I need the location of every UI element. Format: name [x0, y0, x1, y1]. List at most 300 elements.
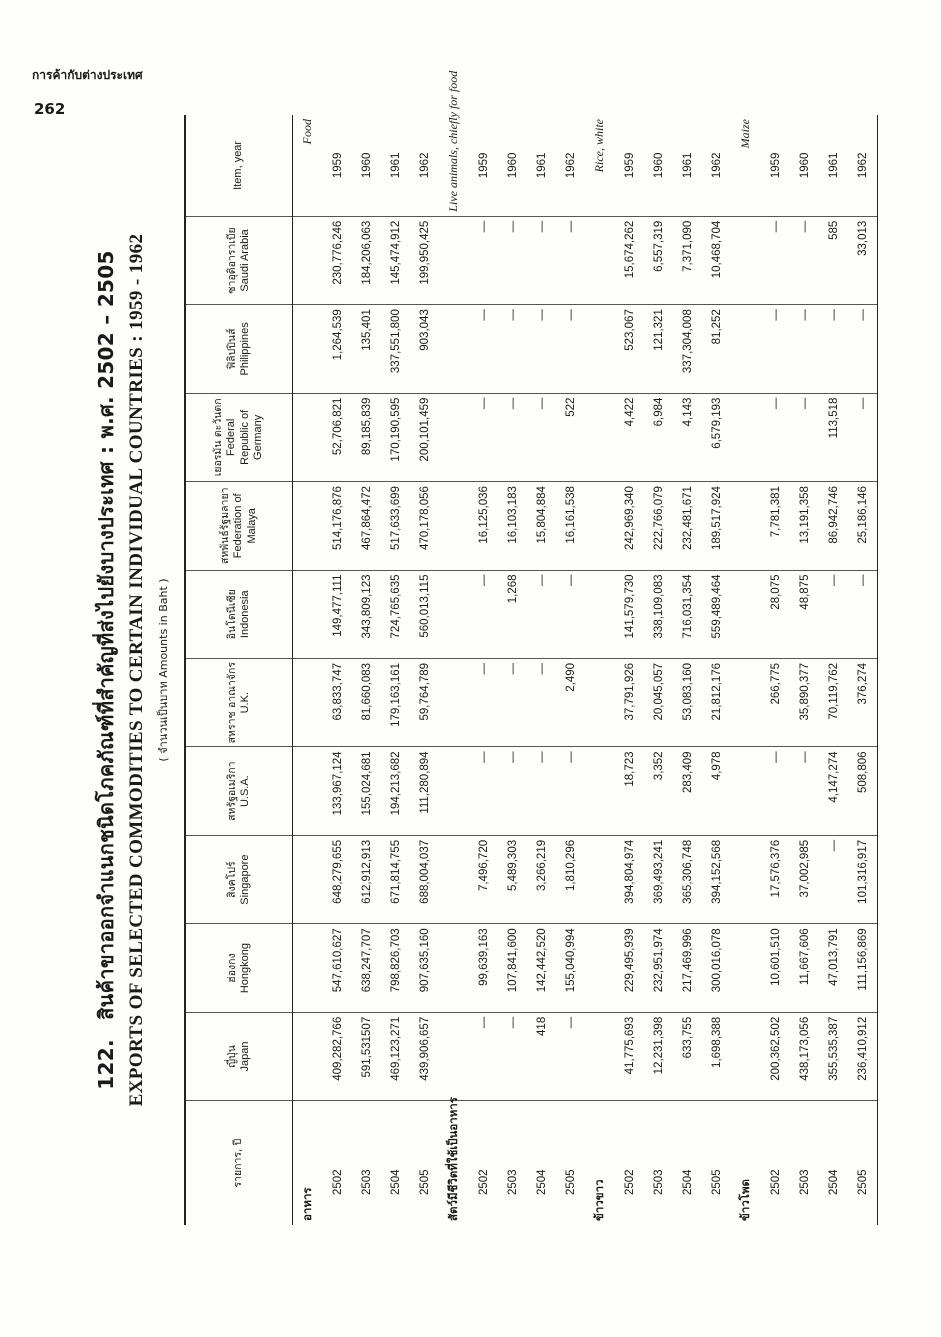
value-cell: — [556, 747, 585, 835]
year-thai-text: 2503 [798, 1169, 811, 1195]
value-cell: 194,213,682 [381, 747, 410, 835]
header-country-english: U.S.A. [238, 775, 251, 808]
value-cell: 81,660,083 [352, 658, 381, 746]
header-country-thai: สิงคโปร์ [225, 861, 238, 898]
value-cell: 5,489,303 [498, 835, 527, 923]
value-cell: 300,016,078 [702, 924, 731, 1012]
value-cell: — [469, 216, 498, 304]
empty-cell [731, 747, 761, 835]
header-country [185, 1012, 293, 1100]
value-cell: 355,535,387 [819, 1012, 848, 1100]
value-cell: — [527, 658, 556, 746]
value-cell: 338,109,083 [644, 570, 673, 658]
value-cell: 242,969,340 [615, 482, 644, 570]
value-cell: 16,103,183 [498, 482, 527, 570]
value-cell: 903,043 [410, 305, 439, 393]
value-cell: — [527, 216, 556, 304]
header-country [185, 305, 293, 393]
value-cell: 184,206,063 [352, 216, 381, 304]
year-english: 1960 [790, 115, 819, 216]
empty-cell [293, 216, 324, 304]
header-country [185, 216, 293, 304]
header-country-english: U.K. [238, 692, 251, 714]
table-row [352, 115, 381, 1225]
year-thai-text: 2505 [418, 1169, 431, 1195]
group-label-english [293, 115, 324, 216]
header-country-english: Philippines [238, 322, 251, 376]
value-cell: 236,410,912 [848, 1012, 878, 1100]
value-cell: — [556, 570, 585, 658]
header-country-thai: ญี่ปุ่น [225, 1045, 238, 1068]
empty-cell [293, 747, 324, 835]
empty-cell [585, 570, 615, 658]
value-cell: 4,978 [702, 747, 731, 835]
value-cell: 199,950,425 [410, 216, 439, 304]
header-country [185, 482, 293, 570]
header-country [185, 658, 293, 746]
table-row [469, 115, 498, 1225]
value-cell: 394,804,974 [615, 835, 644, 923]
header-country [185, 924, 293, 1012]
year-thai [410, 1101, 439, 1225]
value-cell: 4,147,274 [819, 747, 848, 835]
value-cell: 89,185,839 [352, 393, 381, 481]
value-cell: — [498, 658, 527, 746]
header-country-english: Saudi Arabia [238, 229, 251, 292]
value-cell: 517,633,699 [381, 482, 410, 570]
value-cell: 10,601,510 [761, 924, 790, 1012]
value-cell: 229,495,939 [615, 924, 644, 1012]
year-english: 1959 [323, 115, 352, 216]
value-cell: 1,698,388 [702, 1012, 731, 1100]
value-cell: — [848, 305, 878, 393]
value-cell: 99,639,163 [469, 924, 498, 1012]
value-cell: — [469, 305, 498, 393]
empty-cell [731, 658, 761, 746]
value-cell: — [819, 305, 848, 393]
value-cell: 438,173,056 [790, 1012, 819, 1100]
value-cell: 547,610,627 [323, 924, 352, 1012]
page-number: 262 [34, 100, 66, 118]
value-cell: 33,013 [848, 216, 878, 304]
empty-cell [585, 216, 615, 304]
value-cell: 470,178,056 [410, 482, 439, 570]
value-cell: 111,156,869 [848, 924, 878, 1012]
value-cell: 16,125,036 [469, 482, 498, 570]
table-row [644, 115, 673, 1225]
value-cell: 35,890,377 [790, 658, 819, 746]
value-cell: 559,489,464 [702, 570, 731, 658]
empty-cell [731, 482, 761, 570]
group-label-thai-text: สัตว์มีชีวิตที่ใช้เป็นอาหาร [446, 1097, 461, 1221]
empty-cell [585, 482, 615, 570]
value-cell: 232,481,671 [673, 482, 702, 570]
value-cell: 1,264,539 [323, 305, 352, 393]
group-row [439, 115, 469, 1225]
year-english: 1961 [673, 115, 702, 216]
value-cell: 111,280,894 [410, 747, 439, 835]
header-item-thai: รายการ, ปี [185, 1101, 293, 1225]
value-cell: — [790, 393, 819, 481]
group-row [731, 115, 761, 1225]
value-cell: 170,190,595 [381, 393, 410, 481]
header-country-thai: สหพันธ์รัฐมลายา [218, 487, 231, 565]
value-cell: 469,123,271 [381, 1012, 410, 1100]
header-country-thai: ฮ่องกง [225, 953, 238, 983]
group-label-english-text: Food [300, 119, 315, 145]
value-cell: — [469, 1012, 498, 1100]
year-english: 1962 [848, 115, 878, 216]
value-cell: 86,942,746 [819, 482, 848, 570]
year-thai-text: 2503 [506, 1169, 519, 1195]
value-cell: 6,579,193 [702, 393, 731, 481]
empty-cell [293, 835, 324, 923]
year-thai-text: 2504 [681, 1169, 694, 1195]
table-row [498, 115, 527, 1225]
value-cell: 18,723 [615, 747, 644, 835]
value-cell: — [761, 305, 790, 393]
year-thai-text: 2502 [769, 1169, 782, 1195]
empty-cell [585, 835, 615, 923]
empty-cell [585, 1012, 615, 1100]
year-thai-text: 2502 [331, 1169, 344, 1195]
year-thai [352, 1101, 381, 1225]
value-cell: — [556, 1012, 585, 1100]
value-cell: — [790, 216, 819, 304]
group-label-english-text: Rice, white [592, 119, 607, 173]
value-cell: — [790, 305, 819, 393]
exports-table [184, 70, 878, 1225]
header-country-english: Japan [238, 1041, 251, 1072]
empty-cell [293, 1012, 324, 1100]
value-cell: — [556, 305, 585, 393]
group-label-english-text: Live animals, chiefly for food [446, 70, 461, 212]
value-cell: 59,764,789 [410, 658, 439, 746]
table-row [848, 115, 878, 1225]
header-country-thai: เยอรมัน ตะวันตก [211, 398, 224, 477]
year-english: 1962 [702, 115, 731, 216]
year-thai [469, 1101, 498, 1225]
year-thai [498, 1101, 527, 1225]
value-cell: 217,469,996 [673, 924, 702, 1012]
value-cell: — [790, 747, 819, 835]
value-cell: 514,176,876 [323, 482, 352, 570]
value-cell: 52,706,821 [323, 393, 352, 481]
year-english: 1959 [469, 115, 498, 216]
year-thai [644, 1101, 673, 1225]
year-english: 1961 [381, 115, 410, 216]
group-label-thai-text: อาหาร [300, 1187, 315, 1221]
value-cell: 113,518 [819, 393, 848, 481]
empty-cell [585, 393, 615, 481]
year-thai-text: 2504 [827, 1169, 840, 1195]
value-cell: 376,274 [848, 658, 878, 746]
value-cell: 4,143 [673, 393, 702, 481]
value-cell: 230,776,246 [323, 216, 352, 304]
value-cell: 53,083,160 [673, 658, 702, 746]
header-country-thai: สหราช อาณาจักร [225, 662, 238, 744]
empty-cell [439, 570, 469, 658]
table-row [615, 115, 644, 1225]
value-cell: 7,781,381 [761, 482, 790, 570]
value-cell: 155,024,681 [352, 747, 381, 835]
value-cell: 1,268 [498, 570, 527, 658]
table-row [790, 115, 819, 1225]
empty-cell [439, 393, 469, 481]
empty-cell [439, 835, 469, 923]
value-cell: 591,531507 [352, 1012, 381, 1100]
value-cell: 7,371,090 [673, 216, 702, 304]
table-row [761, 115, 790, 1225]
value-cell: — [527, 305, 556, 393]
header-country-thai: สหรัฐอเมริกา [225, 761, 238, 821]
empty-cell [731, 305, 761, 393]
value-cell: 6,557,319 [644, 216, 673, 304]
value-cell: 121,321 [644, 305, 673, 393]
value-cell: — [498, 305, 527, 393]
year-thai-text: 2504 [389, 1169, 402, 1195]
year-thai-text: 2505 [564, 1169, 577, 1195]
value-cell: 1,810,296 [556, 835, 585, 923]
value-cell: 337,551,800 [381, 305, 410, 393]
value-cell: 232,951,974 [644, 924, 673, 1012]
empty-cell [439, 482, 469, 570]
value-cell: 337,304,008 [673, 305, 702, 393]
year-thai [848, 1101, 878, 1225]
year-thai [761, 1101, 790, 1225]
value-cell: 6,984 [644, 393, 673, 481]
group-row [293, 115, 324, 1225]
empty-cell [439, 1012, 469, 1100]
table-row [323, 115, 352, 1225]
value-cell: — [556, 216, 585, 304]
value-cell: 63,833,747 [323, 658, 352, 746]
value-cell: 141,579,730 [615, 570, 644, 658]
empty-cell [439, 305, 469, 393]
value-cell: 70,119,762 [819, 658, 848, 746]
empty-cell [731, 835, 761, 923]
empty-cell [439, 747, 469, 835]
empty-cell [293, 924, 324, 1012]
value-cell: 523,067 [615, 305, 644, 393]
value-cell: 133,967,124 [323, 747, 352, 835]
value-cell: 7,496,720 [469, 835, 498, 923]
value-cell: 21,812,176 [702, 658, 731, 746]
table-body [293, 70, 878, 1225]
value-cell: — [469, 393, 498, 481]
value-cell: 48,875 [790, 570, 819, 658]
empty-cell [731, 1012, 761, 1100]
group-label-english [439, 70, 469, 216]
title-thai [88, 115, 122, 1225]
value-cell: 142,442,520 [527, 924, 556, 1012]
value-cell: 4,422 [615, 393, 644, 481]
value-cell: — [761, 216, 790, 304]
header-country [185, 835, 293, 923]
table-subtitle: ( จำนวนเป็นบาท Amounts in Baht ) [157, 578, 170, 762]
value-cell: 145,474,912 [381, 216, 410, 304]
value-cell: 3,352 [644, 747, 673, 835]
value-cell: 266,775 [761, 658, 790, 746]
value-cell: 189,517,924 [702, 482, 731, 570]
header-country-thai: ฟิลิปปินส์ [225, 328, 238, 370]
value-cell: 394,152,568 [702, 835, 731, 923]
year-thai [790, 1101, 819, 1225]
year-english: 1961 [819, 115, 848, 216]
year-english: 1960 [352, 115, 381, 216]
year-english: 1962 [410, 115, 439, 216]
year-thai-text: 2505 [856, 1169, 869, 1195]
empty-cell [293, 658, 324, 746]
value-cell: 585 [819, 216, 848, 304]
value-cell: 522 [556, 393, 585, 481]
value-cell: 688,004,037 [410, 835, 439, 923]
year-english: 1962 [556, 115, 585, 216]
header-country-english: Singapore [238, 854, 251, 905]
value-cell: 409,282,766 [323, 1012, 352, 1100]
year-english: 1961 [527, 115, 556, 216]
value-cell: 418 [527, 1012, 556, 1100]
header-row [185, 115, 293, 1225]
value-cell: 20,045,057 [644, 658, 673, 746]
year-thai-text: 2505 [710, 1169, 723, 1195]
value-cell: — [469, 658, 498, 746]
value-cell: 47,013,791 [819, 924, 848, 1012]
value-cell: 15,674,262 [615, 216, 644, 304]
year-english: 1959 [615, 115, 644, 216]
year-english: 1960 [498, 115, 527, 216]
empty-cell [731, 570, 761, 658]
value-cell: 155,040,994 [556, 924, 585, 1012]
value-cell: 101,316,917 [848, 835, 878, 923]
value-cell: — [469, 570, 498, 658]
header-country [185, 570, 293, 658]
value-cell: — [498, 216, 527, 304]
header-country [185, 393, 293, 481]
value-cell: — [498, 747, 527, 835]
value-cell: 365,306,748 [673, 835, 702, 923]
empty-cell [439, 658, 469, 746]
value-cell: — [527, 747, 556, 835]
header-country-english: Federal Republic of Germany [224, 409, 265, 465]
group-label-thai [731, 1101, 761, 1225]
value-cell: — [527, 570, 556, 658]
group-label-thai-text: ข้าวโพด [738, 1178, 753, 1221]
value-cell: 16,161,538 [556, 482, 585, 570]
empty-cell [731, 924, 761, 1012]
value-cell: 37,791,926 [615, 658, 644, 746]
year-thai [819, 1101, 848, 1225]
header-country-english: Federation of Malaya [231, 493, 258, 559]
empty-cell [439, 924, 469, 1012]
value-cell: 798,826,703 [381, 924, 410, 1012]
year-thai [615, 1101, 644, 1225]
running-head: การค้ากับต่างประเทศ [32, 68, 143, 82]
value-cell: 2,490 [556, 658, 585, 746]
year-english: 1959 [761, 115, 790, 216]
rotated-table-block [88, 70, 918, 1225]
value-cell: 560,013,115 [410, 570, 439, 658]
value-cell: 12,231,398 [644, 1012, 673, 1100]
value-cell: 10,468,704 [702, 216, 731, 304]
group-row [585, 115, 615, 1225]
value-cell: 200,101,459 [410, 393, 439, 481]
value-cell: 11,667,606 [790, 924, 819, 1012]
value-cell: — [761, 393, 790, 481]
value-cell: 17,576,376 [761, 835, 790, 923]
value-cell: — [761, 747, 790, 835]
empty-cell [585, 658, 615, 746]
value-cell: 907,635,160 [410, 924, 439, 1012]
empty-cell [585, 305, 615, 393]
value-cell: — [469, 747, 498, 835]
value-cell: 81,252 [702, 305, 731, 393]
table-row [673, 115, 702, 1225]
table-row [381, 115, 410, 1225]
value-cell: 343,809,123 [352, 570, 381, 658]
table-row [556, 115, 585, 1225]
value-cell: 222,766,079 [644, 482, 673, 570]
empty-cell [439, 216, 469, 304]
year-thai [702, 1101, 731, 1225]
year-thai [556, 1101, 585, 1225]
group-label-thai [293, 1101, 324, 1225]
empty-cell [585, 924, 615, 1012]
value-cell: — [498, 393, 527, 481]
value-cell: 716,031,354 [673, 570, 702, 658]
year-thai [673, 1101, 702, 1225]
value-cell: 13,191,358 [790, 482, 819, 570]
year-thai [527, 1101, 556, 1225]
value-cell: 467,864,472 [352, 482, 381, 570]
group-label-english [585, 115, 615, 216]
year-thai-text: 2502 [623, 1169, 636, 1195]
empty-cell [731, 216, 761, 304]
value-cell: — [848, 393, 878, 481]
header-country [185, 747, 293, 835]
value-cell: 15,804,884 [527, 482, 556, 570]
value-cell: 638,247,707 [352, 924, 381, 1012]
title-thai-text: สินค้าขาออกจำแนกชนิดโภคภัณฑ์ที่สำคัญที่ส่งไปยังบางประเทศ : พ.ศ. 2502 – 2505 [94, 250, 118, 1020]
value-cell: 369,493,241 [644, 835, 673, 923]
value-cell: 648,279,655 [323, 835, 352, 923]
group-label-english [731, 115, 761, 216]
year-thai-text: 2503 [360, 1169, 373, 1195]
value-cell: 107,841,600 [498, 924, 527, 1012]
value-cell: — [527, 393, 556, 481]
value-cell: 283,409 [673, 747, 702, 835]
value-cell: 508,806 [848, 747, 878, 835]
empty-cell [293, 393, 324, 481]
value-cell: 25,186,146 [848, 482, 878, 570]
header-country-thai: อินโดนีเซีย [225, 589, 238, 640]
value-cell: 3,266,219 [527, 835, 556, 923]
value-cell: 149,477,111 [323, 570, 352, 658]
table-titles [88, 115, 184, 1225]
year-english: 1960 [644, 115, 673, 216]
value-cell: — [819, 835, 848, 923]
value-cell: 179,163,161 [381, 658, 410, 746]
value-cell: 633,755 [673, 1012, 702, 1100]
table-row [702, 115, 731, 1225]
empty-cell [293, 570, 324, 658]
value-cell: 724,765,635 [381, 570, 410, 658]
header-country-english: Indonesia [238, 590, 251, 639]
group-label-english-text: Maize [738, 119, 753, 149]
year-thai [381, 1101, 410, 1225]
value-cell: 200,362,502 [761, 1012, 790, 1100]
header-country-thai: ซาอุดิอาราเบีย [225, 227, 238, 294]
